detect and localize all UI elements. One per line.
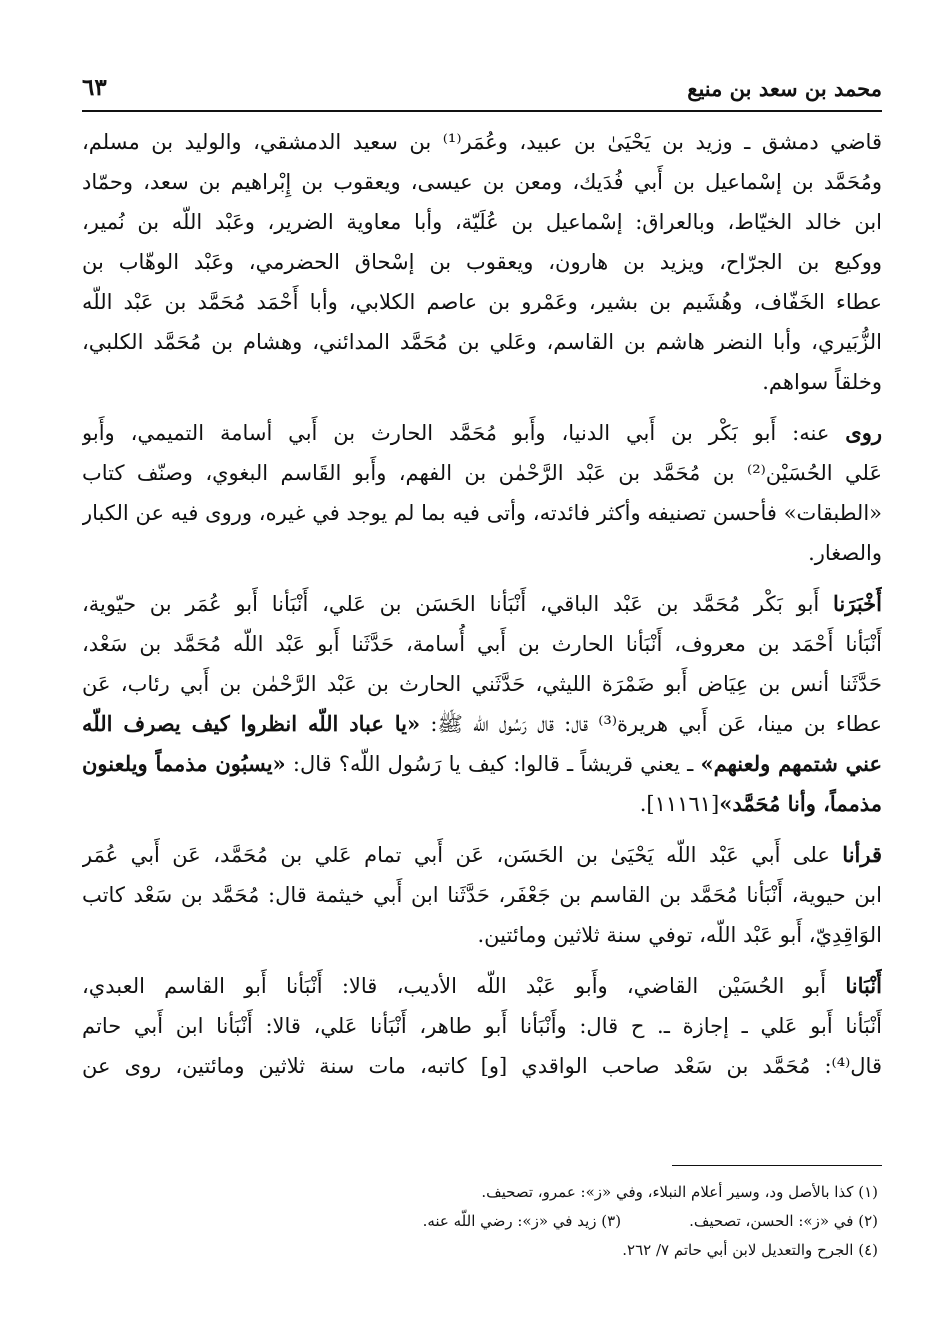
hadith-text: «يسبُون مذمماً ويلعنون	[82, 751, 286, 776]
text-line: الزُّبَيري، وأبا النضر هاشم بن القاسم، وعَلي بن مُحَمَّد المدائني، وهشام بن مُحَمَّد الكلبي،	[82, 330, 882, 354]
hadith-reference: [١١١٦١].	[639, 792, 720, 816]
text-line	[82, 966, 882, 1006]
text-segment: على أَبي عَبْد اللّه يَحْيَىٰ بن الحَسَن، عَن أَبي تمام عَلي بن مُحَمَّد، عَن أَبي عُمَر	[82, 843, 843, 867]
text-line: الوَاقِدِيّ، أَبو عَبْد اللّه، توفي سنة ثلاثين ومائتين.	[477, 923, 882, 947]
text-line: ومُحَمَّد بن إسْماعيل بن أَبي فُدَيك، ومعن بن عيسى، ويعقوب بن إِبْراهيم بن سعد، وحمّاد	[82, 170, 882, 194]
footnote: (٢) في «ز»: الحسن، تصحيف.	[689, 1212, 878, 1230]
hadith-text: عني شتمهم ولعنهم»	[700, 751, 882, 776]
footnote-rule	[672, 1165, 882, 1166]
text-line: عَلي الحُسَيْن⁽²⁾ بن مُحَمَّد بن عَبْد الرَّحْمٰن بن الفهم، وأَبو القَاسم البغوي، وصنّف كتاب	[82, 461, 882, 485]
paragraph-teachers	[82, 122, 882, 402]
paragraph-lead-word: قرأنا	[842, 842, 882, 867]
text-segment: أَبو بَكْر مُحَمَّد بن عَبْد الباقي، أَنْبَأنا الحَسَن بن عَلي، أَنْبَأنا أَبو عُمَر بن حيّوية،	[82, 592, 834, 616]
paragraph-students	[82, 413, 882, 573]
text-line: أَنْبَأنا أَبو عَلي ـ إجازة ـ. ح قال: وأَنْبَأنا أَبو طاهر، أَنْبَأنا عَلي، قالا: أَنْبَأنا ابن أَبي حاتم	[82, 1014, 882, 1038]
text-line	[82, 744, 882, 784]
text-line: «الطبقات» فأحسن تصنيفه وأكثر فائدته، وأتى فيه بما لم يوجد في غيره، وروى فيه عن الكبار	[82, 501, 882, 525]
page-number: ٦٣	[82, 74, 107, 101]
text-line: ووكيع بن الجرّاح، ويزيد بن هارون، ويعقوب بن إسْحاق الحضرمي، وعَبْد الوهّاب بن	[82, 250, 882, 274]
text-segment: أَبو الحُسَيْن القاضي، وأَبو عَبْد اللّه الأديب، قالا: أَنْبَأنا أَبو القاسم العبدي،	[82, 974, 846, 998]
header-rule	[82, 110, 882, 112]
text-line: ابن حيوية، أَنْبَأنا مُحَمَّد بن القاسم بن جَعْفَر، حَدَّثَنا ابن أَبي خيثمة قال: مُحَمَّد بن سَعْد كاتب	[82, 883, 882, 907]
paragraph-lead-word: أَنْبَانا	[845, 973, 882, 998]
text-line: حَدَّثَنا أنس بن عِيَاض أَبو ضَمْرَة الليثي، حَدَّثَني الحارث بن عَبْد الرَّحْمٰن بن أَبي رئاب، عَن	[82, 672, 882, 696]
text-line: قال⁽⁴⁾: مُحَمَّد بن سَعْد صاحب الواقدي [و] كاتبه، مات سنة ثلاثين ومائتين، روى عن	[82, 1054, 882, 1078]
hadith-text: مذمماً، وأنا مُحَمَّد»	[719, 791, 882, 816]
paragraph-lead-word: أَخْبَرَنا	[833, 591, 882, 616]
text-segment: عطاء بن مينا، عَن أَبي هريرة⁽³⁾ قال: قال رَسُول اللّه ﷺ:	[420, 712, 882, 736]
main-text	[82, 122, 882, 1086]
footnote: (١) كذا بالأصل ود، وسير أعلام النبلاء، وفي «ز»: عمرو، تصحيف.	[481, 1183, 878, 1201]
text-line: وخلقاً سواهم.	[762, 370, 882, 394]
text-segment: عنه: أَبو بَكْر بن أَبي الدنيا، وأَبو مُحَمَّد الحارث بن أَبي أسامة التميمي، وأَبو	[82, 421, 846, 445]
text-line	[82, 704, 882, 744]
paragraph-ibn-abi-hatim	[82, 966, 882, 1086]
hadith-text: «يا عباد اللّه انظروا كيف يصرف اللّه	[82, 711, 421, 736]
footnote-row	[82, 1207, 882, 1236]
text-line: أَنْبَأنا أَحْمَد بن معروف، أَنْبَأنا الحارث بن أَبي أُسامة، حَدَّثَنا أَبو عَبْد اللّه مُحَمَّد بن سَعْد،	[82, 632, 882, 656]
running-title: محمد بن سعد بن منيع	[687, 76, 882, 101]
footnote: (٤) الجرح والتعديل لابن أبي حاتم ٧/ ٢٦٢.	[622, 1241, 878, 1259]
paragraph-death-date	[82, 835, 882, 955]
text-line: قاضي دمشق ـ وزيد بن يَحْيَىٰ بن عبيد، وعُمَر⁽¹⁾ بن سعيد الدمشقي، والوليد بن مسلم،	[82, 130, 882, 154]
text-line	[82, 413, 882, 453]
running-header	[82, 70, 882, 110]
paragraph-hadith	[82, 584, 882, 824]
text-line: عطاء الخَفّاف، وهُشَيم بن بشير، وعَمْرو بن عاصم الكلابي، وأبا أَحْمَد مُحَمَّد بن عَبْد اللّه	[82, 290, 882, 314]
footnote: (٣) زيد في «ز»: رضي اللّه عنه.	[422, 1212, 622, 1230]
text-line	[82, 784, 882, 824]
text-line: ابن خالد الخيّاط، وبالعراق: إسْماعيل بن عُلَيّة، وأبا معاوية الضرير، وعَبْد اللّه بن نُمير،	[82, 210, 882, 234]
text-line	[82, 835, 882, 875]
text-segment: ـ يعني قريشاً ـ قالوا: كيف يا رَسُول اللّه؟ قال:	[285, 752, 701, 776]
text-line	[82, 584, 882, 624]
footnotes	[82, 1178, 882, 1265]
paragraph-lead-word: روى	[845, 420, 882, 445]
text-line: والصغار.	[808, 541, 882, 565]
